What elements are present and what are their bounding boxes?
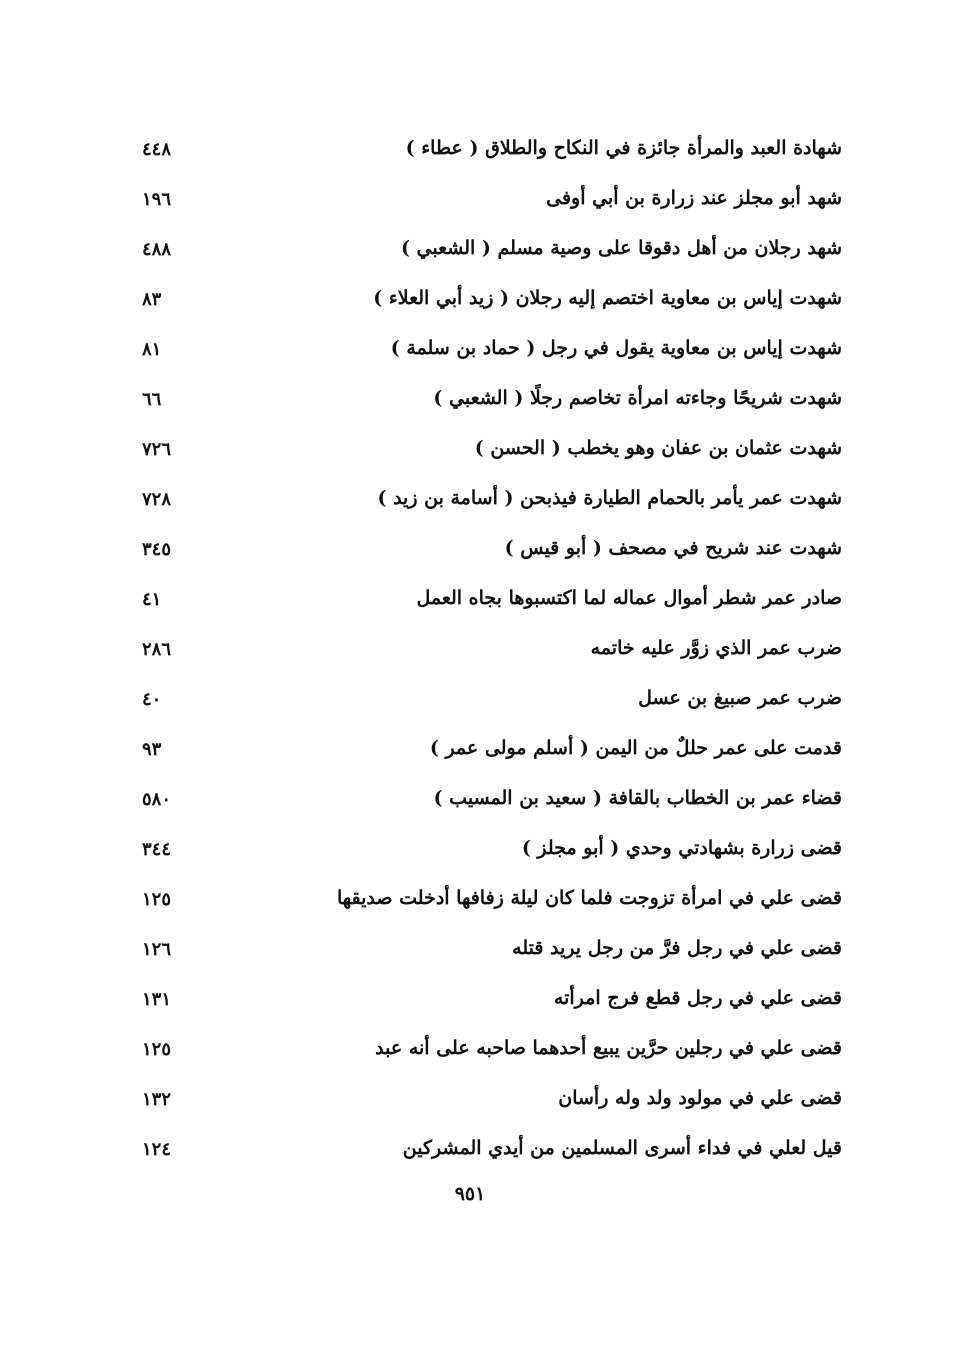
entry-page-number: ١٢٥ xyxy=(142,889,172,910)
index-entry xyxy=(130,278,842,328)
entry-text: ضرب عمر الذي زوَّر عليه خاتمه xyxy=(590,637,842,659)
entry-page-number: ٤٨٨ xyxy=(142,239,172,260)
entry-text: قيل لعلي في فداء أسرى المسلمين من أيدي المشركين xyxy=(402,1137,842,1159)
index-entry xyxy=(130,628,842,678)
entry-text: قدمت على عمر حللٌ من اليمن ( أسلم مولى عمر ) xyxy=(429,737,842,759)
index-entry xyxy=(130,378,842,428)
entry-page-number: ١٩٦ xyxy=(142,189,172,210)
entry-text: شهادة العبد والمرأة جائزة في النكاح والطلاق ( عطاء ) xyxy=(405,137,842,159)
entry-text: شهدت شريحًا وجاءته امرأة تخاصم رجلًا ( الشعبي ) xyxy=(433,387,842,409)
entry-text: شهد رجلان من أهل دقوقا على وصية مسلم ( الشعبي ) xyxy=(400,237,842,259)
entry-page-number: ١٢٥ xyxy=(142,1039,172,1060)
entry-page-number: ١٢٤ xyxy=(142,1139,172,1160)
entry-page-number: ١٢٦ xyxy=(142,939,172,960)
index-entry xyxy=(130,978,842,1028)
page-number: ٩٥١ xyxy=(454,1183,486,1205)
entry-page-number: ٧٢٦ xyxy=(142,439,172,460)
index-entry xyxy=(130,428,842,478)
entry-page-number: ٣٤٤ xyxy=(142,839,172,860)
index-entry xyxy=(130,778,842,828)
entry-page-number: ٤١ xyxy=(142,589,162,610)
index-entry xyxy=(130,578,842,628)
entry-page-number: ٤٠ xyxy=(142,689,162,710)
entry-page-number: ٨١ xyxy=(142,339,162,360)
index-entry xyxy=(130,478,842,528)
entry-text: قضاء عمر بن الخطاب بالقافة ( سعيد بن المسيب ) xyxy=(433,787,842,809)
entry-page-number: ١٣١ xyxy=(142,989,172,1010)
index-entry xyxy=(130,528,842,578)
entry-page-number: ١٣٢ xyxy=(142,1089,172,1110)
entry-text: قضى علي في امرأة تزوجت فلما كان ليلة زفافها أدخلت صديقها xyxy=(336,887,842,909)
index-entry xyxy=(130,178,842,228)
entry-page-number: ٣٤٥ xyxy=(142,539,172,560)
entry-text: شهدت إياس بن معاوية اختصم إليه رجلان ( زيد أبي العلاء ) xyxy=(373,287,842,309)
entry-page-number: ٦٦ xyxy=(142,389,162,410)
entry-text: شهدت عند شريح في مصحف ( أبو قيس ) xyxy=(504,537,842,559)
index-entry xyxy=(130,228,842,278)
index-entry xyxy=(130,128,842,178)
entry-text: قضى علي في رجلين حرَّين يبيع أحدهما صاحبه على أنه عبد xyxy=(375,1037,842,1059)
index-entry xyxy=(130,1128,842,1178)
entry-text: شهد أبو مجلز عند زرارة بن أبي أوفى xyxy=(546,187,842,209)
index-list xyxy=(130,128,842,1178)
entry-text: شهدت عمر يأمر بالحمام الطيارة فيذبحن ( أسامة بن زيد ) xyxy=(377,487,842,509)
index-entry xyxy=(130,878,842,928)
entry-text: قضى علي في رجل فرَّ من رجل يريد قتله xyxy=(512,937,842,959)
entry-text: قضى علي في مولود ولد وله رأسان xyxy=(558,1087,842,1109)
index-entry xyxy=(130,828,842,878)
entry-page-number: ٩٣ xyxy=(142,739,162,760)
index-entry xyxy=(130,1028,842,1078)
entry-text: شهدت إياس بن معاوية يقول في رجل ( حماد بن سلمة ) xyxy=(390,337,842,359)
index-entry xyxy=(130,1078,842,1128)
index-entry xyxy=(130,728,842,778)
entry-page-number: ٧٢٨ xyxy=(142,489,172,510)
entry-text: قضى علي في رجل قطع فرج امرأته xyxy=(553,987,842,1009)
entry-page-number: ٢٨٦ xyxy=(142,639,172,660)
entry-text: صادر عمر شطر أموال عماله لما اكتسبوها بجاه العمل xyxy=(416,587,842,609)
entry-page-number: ٨٣ xyxy=(142,289,162,310)
entry-text: قضى زرارة بشهادتي وحدي ( أبو مجلز ) xyxy=(521,837,842,859)
entry-text: ضرب عمر صبيغ بن عسل xyxy=(638,687,842,709)
index-entry xyxy=(130,328,842,378)
index-entry xyxy=(130,678,842,728)
entry-page-number: ٤٤٨ xyxy=(142,139,172,160)
index-entry xyxy=(130,928,842,978)
entry-page-number: ٥٨٠ xyxy=(142,789,172,810)
entry-text: شهدت عثمان بن عفان وهو يخطب ( الحسن ) xyxy=(474,437,842,459)
